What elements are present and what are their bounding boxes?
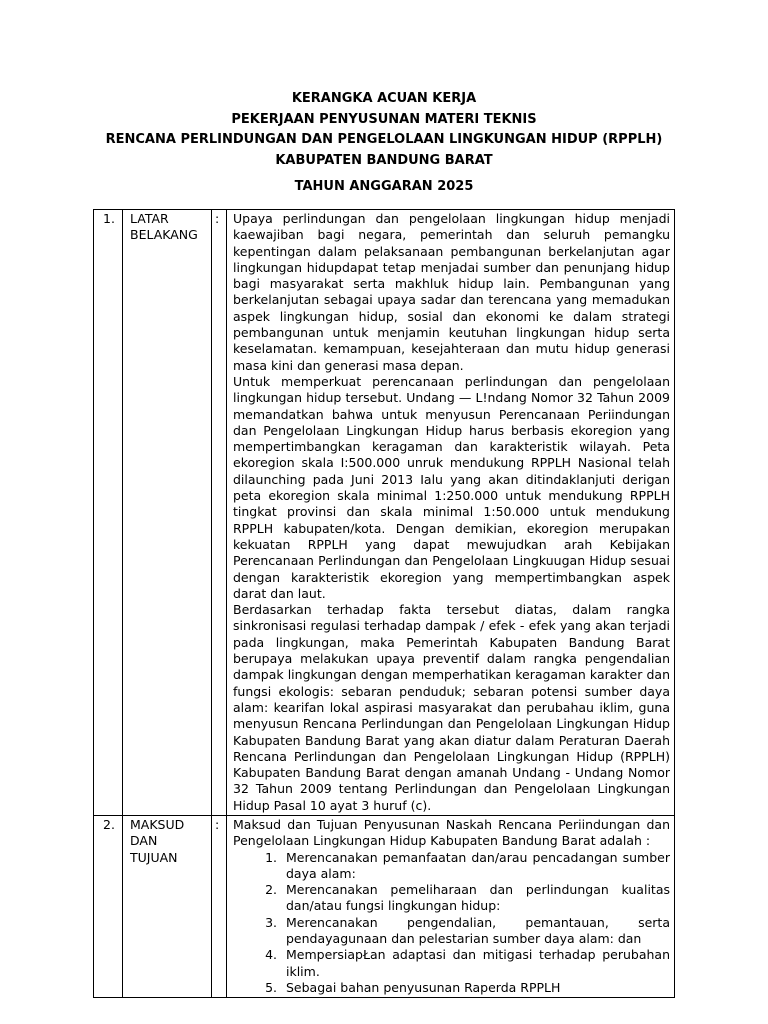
list-item: 1. Merencanakan pemanfaatan dan/arau pencadangan sumber daya alam: [281,850,670,883]
terms-of-reference-table [93,209,675,998]
objectives-content [227,816,674,997]
title-line-3: RENCANA PERLINDUNGAN DAN PENGELOLAAN LINGKUNGAN HIDUP (RPPLH) [105,132,663,147]
fiscal-year: TAHUN ANGGARAN 2025 [294,179,474,194]
row-label: MAKSUD DAN TUJUAN [130,816,185,865]
title-line-2: PEKERJAAN PENYUSUNAN MATERI TEKNIS [231,111,537,127]
objectives-intro: Maksud dan Tujuan Penyusunan Naskah Rencana Periindungan dan Pengelolaan Lingkungan Hidup Kabupaten Bandung Barat adalah : [233,816,670,849]
background-content [227,210,674,815]
row-colon: : [215,211,220,226]
list-item: 2. Merencanakan pemeliharaan dan perlindungan kualitas dan/atau fungsi lingkungan hidup: [281,882,670,915]
background-paragraph-2: Untuk memperkuat perencanaan perlindungan dan pengelolaan lingkungan hidup tersebut. Undang — L!ndang Nomor 32 Tahun 2009 memandatkan bahwa untuk menyusun Perencanaan Periindungan dan Pengelolaan Lingkungan Hidup harus berbasis ekoregion yang mempertimbangkan keragaman dan karakteristik wilayah. Peta ekoregion skala I:500.000 unruk mendukung RPPLH Nasional telah dilaunching pada Juni 2013 Ialu yang akan ditindaklanjuti derigan peta ekoregion skala minimal 1:250.000 untuk mendukung RPPLH tingkat provinsi dan skala minimal 1:50.000 untuk mendukung RPPLH kabupaten/kota. Dengan demikian, ekoregion merupakan kekuatan RPPLH yang dapat mewujudkan arah Kebijakan Perencanaan Perlindungan dan Pengelolaan Lingkuugan Hidup sesuai dengan karakteristik ekoregion yang mempertimbangkan aspek darat dan laut. [233,373,670,601]
title-line-1: KERANGKA ACUAN KERJA [291,91,477,106]
row-number: 2. [103,816,115,832]
list-item: 4. MempersiapŁan adaptasi dan mitigasi terhadap perubahan iklim. [281,947,670,980]
title-line-4: KABUPATEN BANDUNG BARAT [275,152,493,168]
table-row-objectives [94,815,675,997]
objectives-list [233,850,670,997]
list-item: 5. Sebagai bahan penyusunan Raperda RPPLH [281,980,670,996]
background-paragraph-3: Berdasarkan terhadap fakta tersebut diatas, dalam rangka sinkronisasi regulasi terhadap dampak / efek - efek yang akan terjadi pada lingkungan, maka Pemerintah Kabupaten Bandung Barat berupaya melakukan upaya preventif dalam rangka pengendalian dampak lingkungan dengan memperhatikan keragaman karakter dan fungsi ekologis: sebaran penduduk; sebaran potensi sumber daya alam: kearifan lokal aspirasi masyarakat dan perubahau iklim, guna menyusun Rencana Perlindungan dan Pengelolaan Lingkungan Hidup Kabupaten Bandung Barat yang akan diatur dalam Peraturan Daerah Rencana Perlindungan dan Pengelolaan Lingkungan Hidup (RPPLH) Kabupaten Bandung Barat dengan amanah Undang - Undang Nomor 32 Tahun 2009 tentang Perlindungan dan Pengelolaan Lingkungan Hidup Pasal 10 ayat 3 huruf (c). [233,602,670,813]
document-title [0,89,768,171]
row-colon: : [215,816,220,832]
row-number: 1. [103,211,115,226]
row-label: LATAR BELAKANG [130,211,198,243]
table-row-background [94,210,675,816]
background-paragraph-1: Upaya perlindungan dan pengelolaan lingkungan hidup menjadi kaewajiban bagi negara, pemerintah dan seluruh pemangku kepentingan dalam pelaksanaan pembangunan berkelanjutan agar lingkungan hidupdapat tetap menjadai sumber dan penunjang hidup bagi masyarakat serta makhluk hidup lain. Pembangunan yang berkelanjutan sebagai upaya sadar dan terencana yang memadukan aspek lingkungan hidup, sosial dan ekonomi ke dalam strategi pembangunan untuk menjamin keutuhan lingkungan hidup serta keselamatan. kemampuan, kesejahteraan dan mutu hidup generasi masa kini dan generasi masa depan. [233,211,670,373]
list-item: 3. Merencanakan pengendalian, pemantauan, serta pendayagunaan dan pelestarian sumber daya alam: dan [281,915,670,948]
